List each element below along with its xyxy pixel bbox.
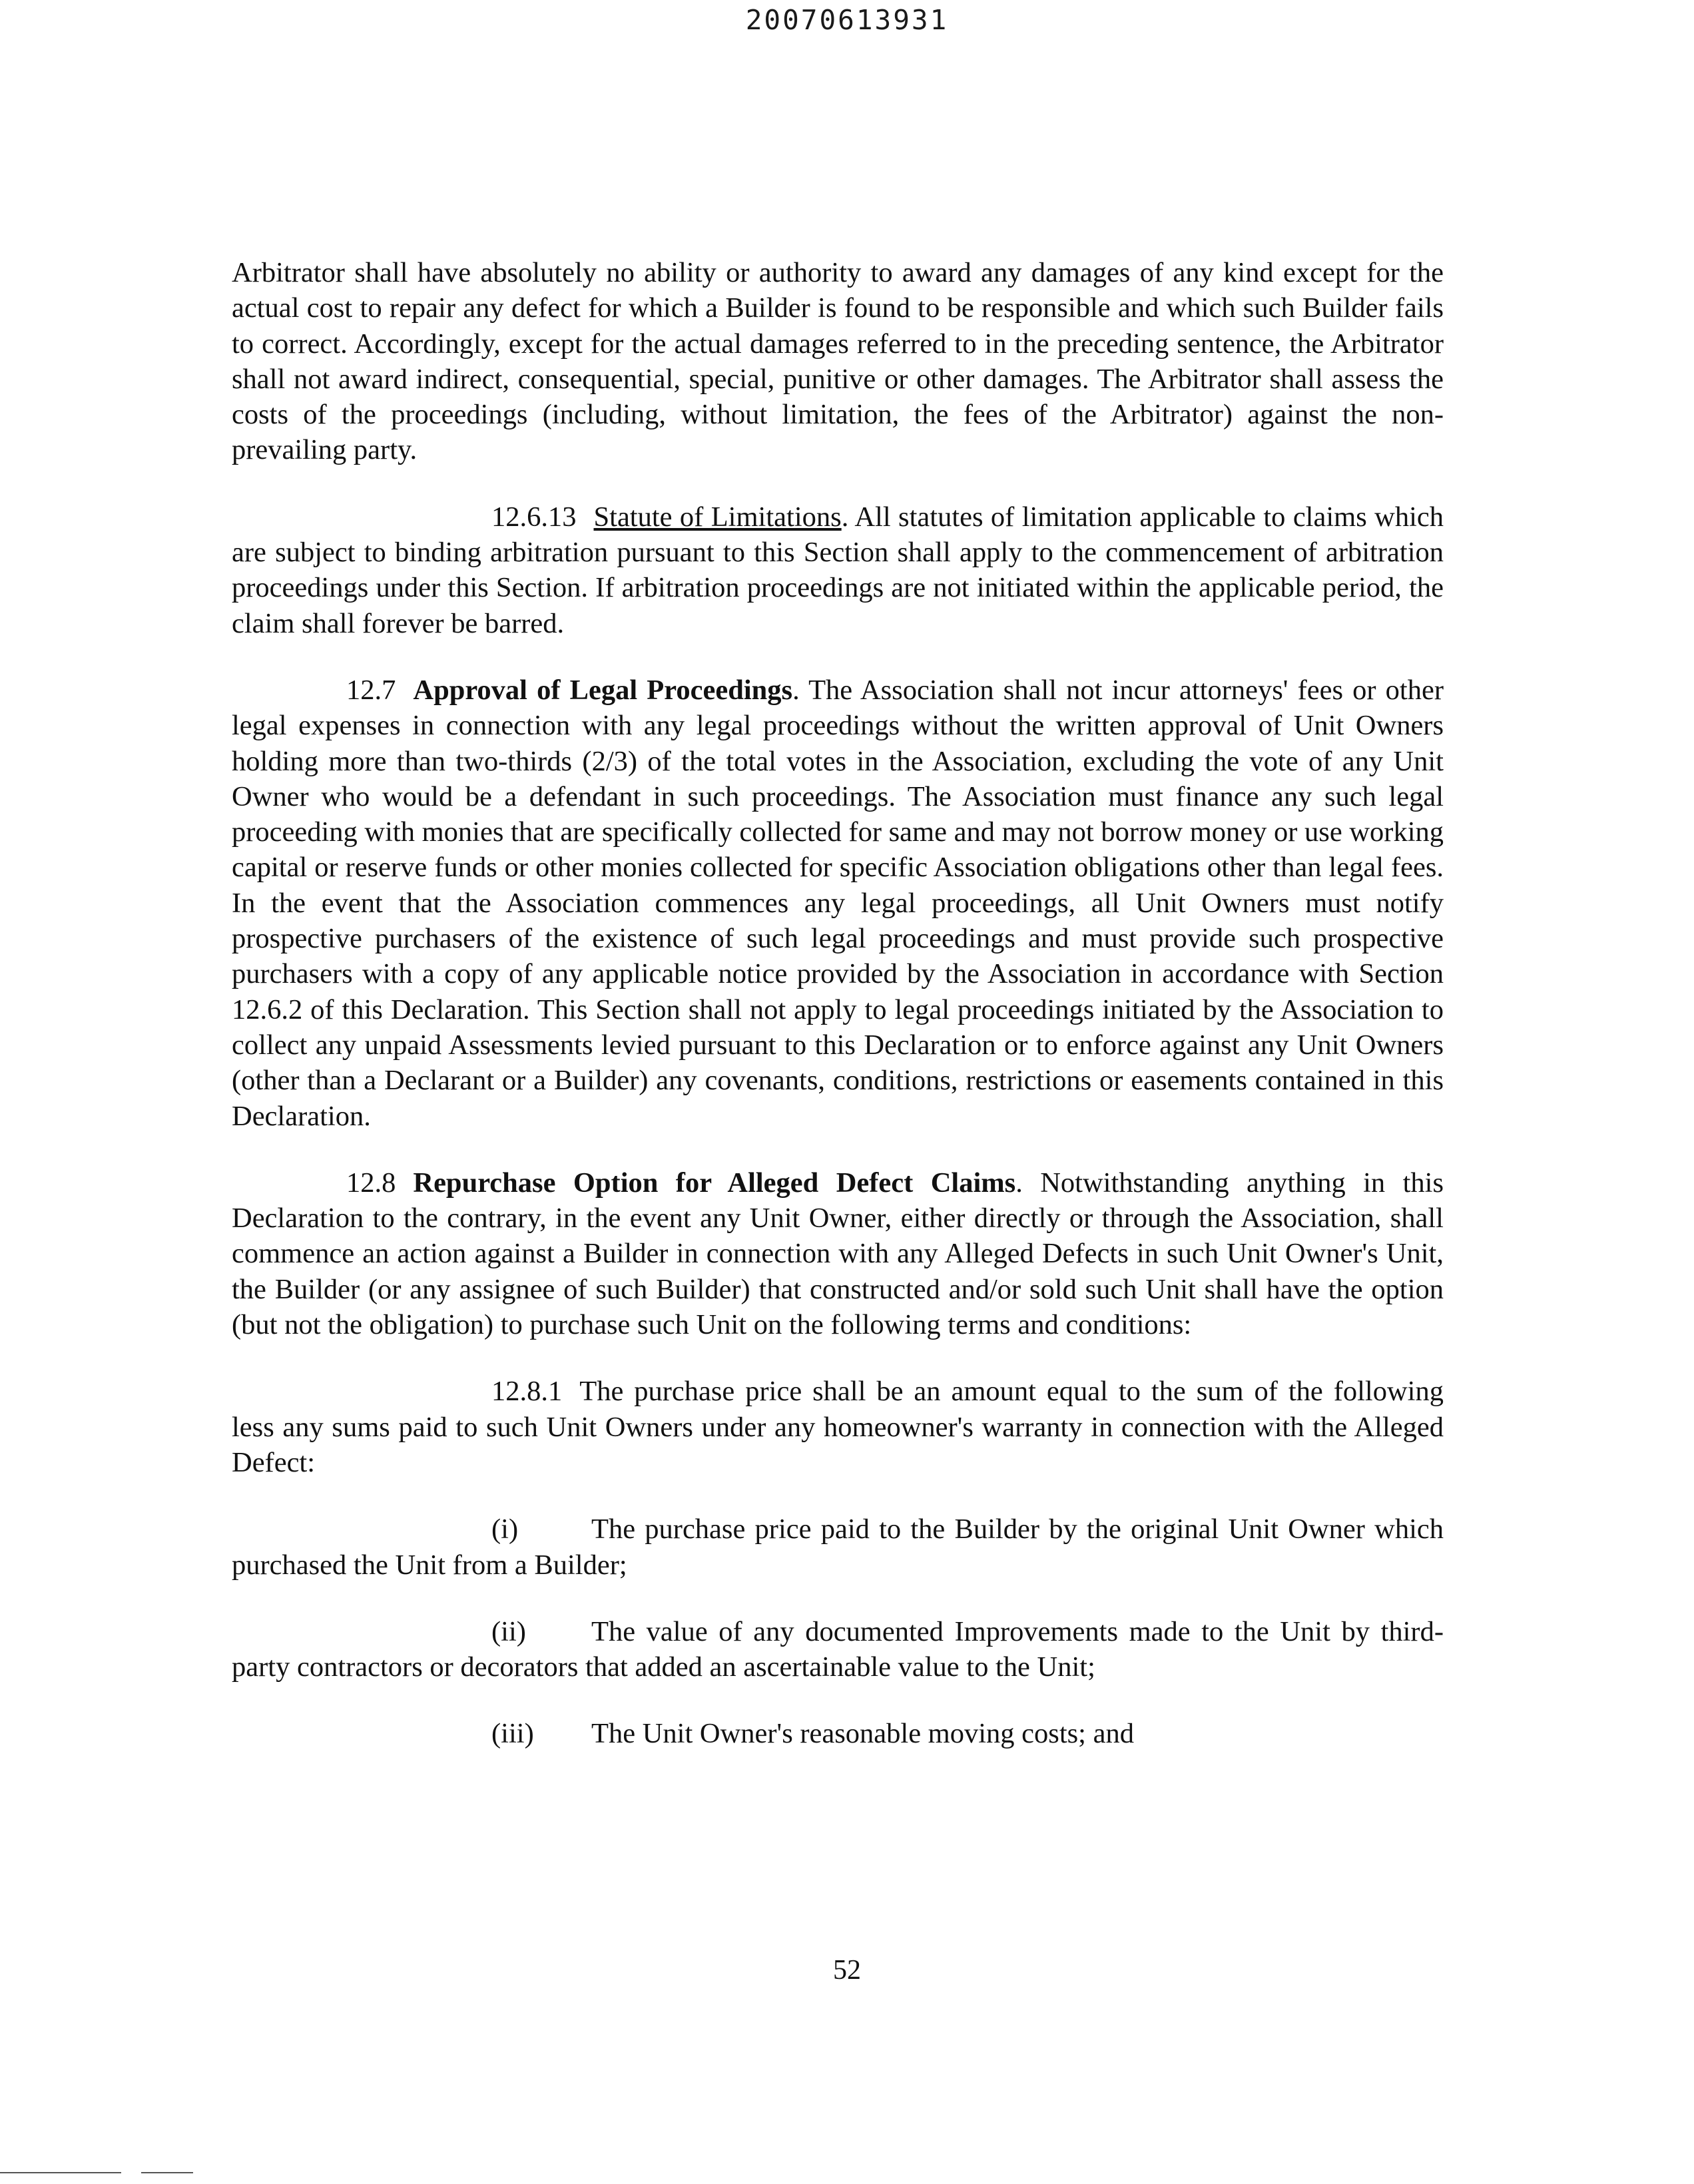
list-marker: (ii)	[491, 1615, 526, 1647]
list-item-i	[232, 1511, 1444, 1583]
section-title: Statute of Limitations	[593, 501, 842, 533]
list-marker: (i)	[491, 1513, 519, 1545]
section-text: The purchase price shall be an amount equal to the sum of the following less any sums paid to such Unit Owners under any homeowner's warranty in connection with the Alleged Defect:	[232, 1376, 1444, 1478]
section-number: 12.6.13	[491, 501, 577, 533]
section-text: . The Association shall not incur attorneys' fees or other legal expenses in connection with any legal proceedings without the written approval of Unit Owners holding more than two-thirds (2/3) of the total votes in the Association, excluding the vote of any Unit Owner who would be a defendant in such proceedings. The Association must finance any such legal proceeding with monies that are specifically collected for same and may not borrow money or use working capital or reserve funds or other monies collected for specific Association obligations other than legal fees. In the event that the Association commences any legal proceedings, all Unit Owners must notify prospective purchasers of the existence of such legal proceedings and must provide such prospective purchasers with a copy of any applicable notice provided by the Association in accordance with Section 12.6.2 of this Declaration. This Section shall not apply to legal proceedings initiated by the Association to collect any unpaid Assessments levied pursuant to this Declaration or to enforce against any Unit Owners (other than a Declarant or a Builder) any covenants, conditions, restrictions or easements contained in this Declaration.	[232, 674, 1444, 1132]
scan-artifact-line	[0, 2172, 121, 2173]
list-item-ii	[232, 1614, 1444, 1685]
section-text: . Notwithstanding anything in this Declaration to the contrary, in the event any Unit Owner, either directly or through the Association, shall commence an action against a Builder in connection with any Alleged Defects in such Unit Owner's Unit, the Builder (or any assignee of such Builder) that constructed and/or sold such Unit shall have the option (but not the obligation) to purchase such Unit on the following terms and conditions:	[232, 1167, 1444, 1341]
list-item-text: The purchase price paid to the Builder by the original Unit Owner which purchased the Unit from a Builder;	[232, 1513, 1444, 1581]
list-item-text: The value of any documented Improvements made to the Unit by third-party contractors or decorators that added an ascertainable value to the Unit;	[232, 1615, 1444, 1683]
section-12-7	[232, 673, 1444, 1134]
section-number: 12.8	[346, 1167, 396, 1199]
section-number: 12.8.1	[491, 1376, 563, 1408]
section-title: Approval of Legal Proceedings	[413, 674, 793, 706]
document-body	[232, 255, 1444, 1752]
section-number: 12.7	[346, 674, 396, 706]
scan-artifact-line	[141, 2172, 193, 2173]
section-title: Repurchase Option for Alleged Defect Claims	[413, 1167, 1016, 1199]
section-12-6-13	[232, 499, 1444, 641]
list-item-iii	[232, 1716, 1444, 1751]
section-12-8-1	[232, 1374, 1444, 1480]
paragraph-arbitrator-damages: Arbitrator shall have absolutely no ability or authority to award any damages of any kind except for the actual cost to repair any defect for which a Builder is found to be responsible and which such Builder fails to correct. Accordingly, except for the actual damages referred to in the preceding sentence, the Arbitrator shall not award indirect, consequential, special, punitive or other damages. The Arbitrator shall assess the costs of the proceedings (including, without limitation, the fees of the Arbitrator) against the non-prevailing party.	[232, 257, 1444, 466]
section-12-8	[232, 1165, 1444, 1342]
page-number: 52	[833, 1955, 861, 1986]
list-marker: (iii)	[491, 1718, 534, 1750]
section-text: . All statutes of limitation applicable to claims which are subject to binding arbitration pursuant to this Section shall apply to the commencement of arbitration proceedings under this Section. If arbitration proceedings are not initiated within the applicable period, the claim shall forever be barred.	[232, 501, 1444, 639]
document-number: 20070613931	[745, 4, 949, 36]
list-item-text: The Unit Owner's reasonable moving costs; and	[591, 1718, 1134, 1750]
